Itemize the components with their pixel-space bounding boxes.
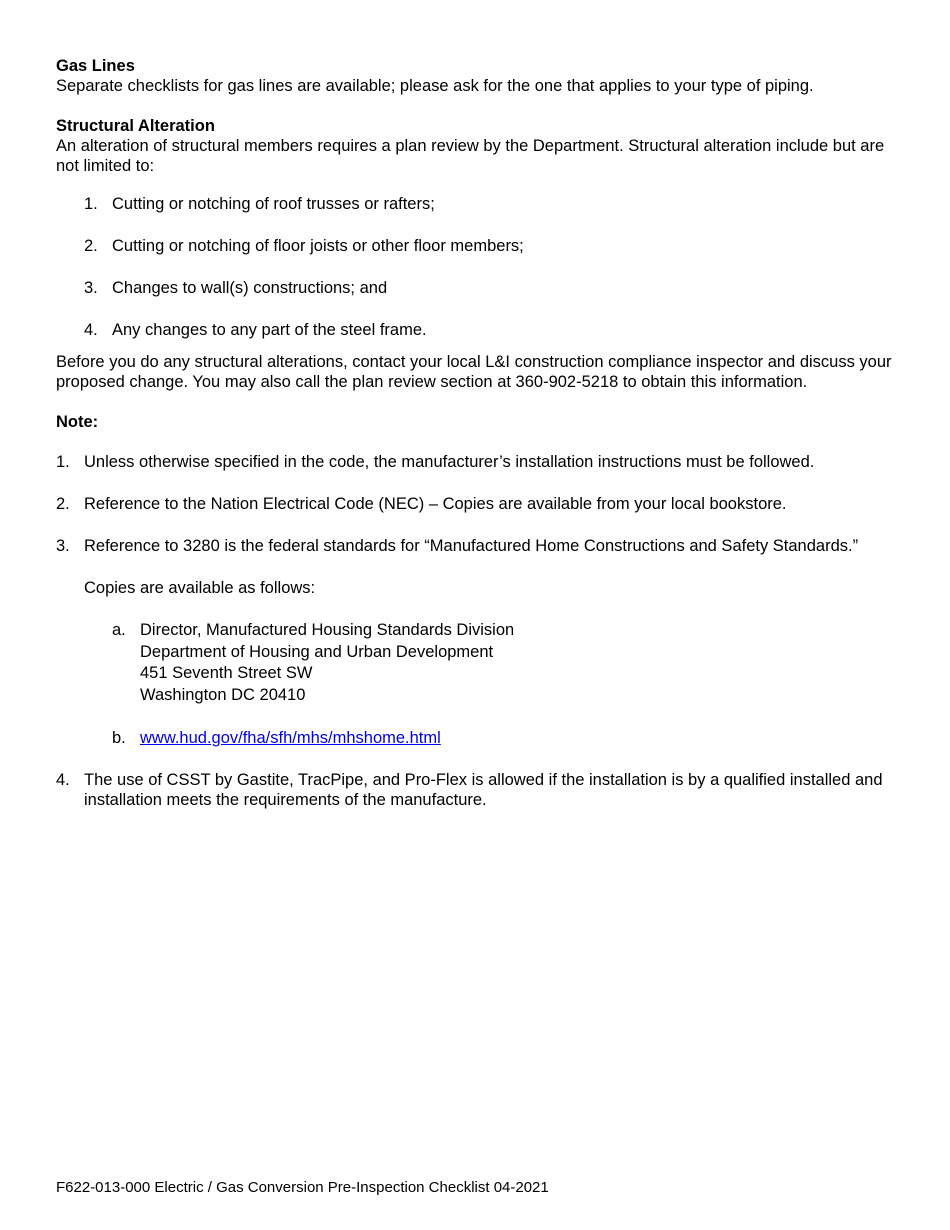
page-footer: F622-013-000 Electric / Gas Conversion Pre-Inspection Checklist 04-2021: [56, 1179, 549, 1196]
note-list: [56, 452, 896, 810]
structural-alteration-list: [56, 194, 896, 340]
list-item-number: 2.: [84, 237, 98, 255]
note-section: [56, 412, 896, 810]
list-item-text: Reference to 3280 is the federal standards for “Manufactured Home Constructions and Safety Standards.”: [84, 537, 859, 555]
copies-list: [84, 620, 896, 748]
list-item: [56, 320, 896, 340]
list-item-text: The use of CSST by Gastite, TracPipe, and Pro-Flex is allowed if the installation is by a qualified installed and installation meets the requirements of the manufacture.: [84, 771, 883, 809]
structural-alteration-followup: Before you do any structural alterations, contact your local L&I construction compliance inspector and discuss your proposed change. You may also call the plan review section at 360-902-5218 to obtain this information.: [56, 353, 892, 391]
list-item-number: 1.: [84, 195, 98, 213]
structural-alteration-heading: Structural Alteration: [56, 117, 215, 135]
list-item: [56, 494, 896, 514]
note-heading: Note:: [56, 413, 99, 431]
list-item-text: Cutting or notching of roof trusses or rafters;: [112, 195, 435, 213]
list-item: [56, 452, 896, 472]
list-item: [84, 728, 896, 748]
list-item: [56, 236, 896, 256]
list-item: [56, 770, 896, 810]
list-item-text: Changes to wall(s) constructions; and: [112, 279, 388, 297]
list-item-number: 3.: [56, 537, 70, 555]
list-item: [56, 536, 896, 748]
list-item-number: 2.: [56, 495, 70, 513]
list-item-number: 3.: [84, 279, 98, 297]
gas-lines-heading: Gas Lines: [56, 57, 135, 75]
list-item-number: 4.: [84, 321, 98, 339]
hud-website-link[interactable]: www.hud.gov/fha/sfh/mhs/mhshome.html: [140, 729, 441, 747]
gas-lines-body: Separate checklists for gas lines are available; please ask for the one that applies to your type of piping.: [56, 77, 814, 95]
list-item-letter: b.: [112, 729, 126, 747]
address-line: Director, Manufactured Housing Standards Division: [140, 621, 515, 639]
structural-alteration-body: An alteration of structural members requires a plan review by the Department. Structural alteration include but are not limited to:: [56, 137, 885, 175]
list-item: [84, 620, 896, 706]
list-item-text: Cutting or notching of floor joists or other floor members;: [112, 237, 524, 255]
list-item-text: Reference to the Nation Electrical Code (NEC) – Copies are available from your local bookstore.: [84, 495, 787, 513]
gas-lines-section: [56, 56, 896, 96]
list-item: [56, 278, 896, 298]
list-item-number: 4.: [56, 771, 70, 789]
list-item-text: Unless otherwise specified in the code, the manufacturer’s installation instructions must be followed.: [84, 453, 815, 471]
list-item-text: Any changes to any part of the steel frame.: [112, 321, 427, 339]
address-line: Washington DC 20410: [140, 685, 306, 704]
list-item-number: 1.: [56, 453, 70, 471]
structural-alteration-section: [56, 116, 896, 392]
address-line: Department of Housing and Urban Development: [140, 642, 494, 661]
list-item-letter: a.: [112, 621, 126, 639]
copies-intro: Copies are available as follows:: [84, 579, 316, 597]
document-page: [56, 56, 896, 832]
address-line: 451 Seventh Street SW: [140, 664, 313, 682]
list-item: [56, 194, 896, 214]
